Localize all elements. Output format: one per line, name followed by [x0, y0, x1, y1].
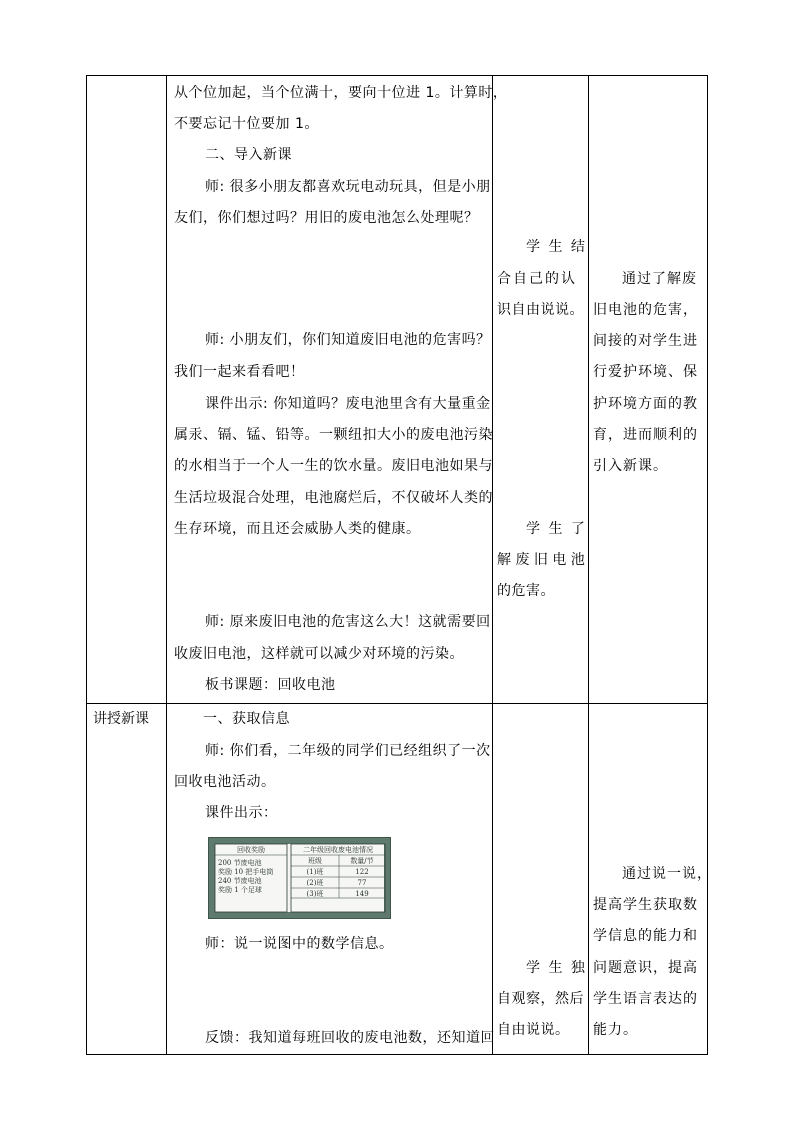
- student-activity-line: 合自己的认: [497, 271, 577, 287]
- content-line: 师: 原来废旧电池的危害这么大！这就需要回: [205, 614, 491, 630]
- content-line: 回收电池活动。: [174, 774, 276, 790]
- design-intent-line: 引入新课。: [593, 458, 668, 474]
- student-activity-line: 的危害。: [497, 583, 555, 599]
- board-count-cell: 122: [355, 868, 369, 876]
- column-divider: [492, 75, 493, 1055]
- board-table-title: 二年级回收废电池情况: [303, 846, 373, 854]
- board-class-cell: (2)班: [306, 879, 324, 887]
- design-intent-line: 学生语言表达的: [593, 991, 698, 1007]
- table-border-right: [707, 75, 708, 1055]
- design-intent-line: 提高学生获取数: [593, 897, 698, 913]
- content-line: 生存环境，而且还会威胁人类的健康。: [174, 521, 421, 537]
- design-intent-line: 护环境方面的教: [593, 396, 698, 412]
- content-line: 课件出示: 你知道吗？废电池里含有大量重金: [205, 396, 491, 412]
- board-count-cell: 149: [355, 890, 369, 898]
- design-intent-line: 学信息的能力和: [593, 928, 698, 944]
- content-line: 反馈：我知道每班回收的废电池数，还知道回: [205, 1030, 495, 1046]
- reward-row: 奖励 1 个足球: [218, 886, 262, 894]
- student-activity-line: 解 废 旧 电 池: [497, 552, 585, 568]
- design-intent-line: 通过说一说，: [622, 866, 712, 882]
- column-divider: [588, 75, 589, 1055]
- student-activity-line: 学 生 了: [526, 521, 587, 537]
- board-col-class: 班级: [308, 857, 322, 865]
- content-line: 课件出示：: [205, 805, 278, 821]
- board-svg: [209, 838, 392, 920]
- reward-header: 回收奖励: [237, 846, 265, 854]
- board-class-cell: (3)班: [306, 890, 324, 898]
- section-heading: 一、获取信息: [203, 711, 290, 727]
- design-intent-line: 间接的对学生进: [593, 333, 698, 349]
- content-line: 友们，你们想过吗？用旧的废电池怎么处理呢？: [174, 210, 479, 226]
- design-intent-line: 通过了解废: [622, 271, 697, 287]
- board-count-cell: 77: [357, 879, 367, 887]
- content-line: 师: 你们看，二年级的同学们已经组织了一次: [205, 743, 491, 759]
- content-line: 师: 很多小朋友都喜欢玩电动玩具，但是小朋: [205, 179, 491, 195]
- courseware-board-image: [208, 837, 391, 919]
- content-line: 不要忘记十位要加 1。: [174, 116, 319, 132]
- content-line: 收废旧电池，这样就可以减少对环境的污染。: [174, 646, 464, 662]
- content-line: 我们一起来看看吧！: [174, 364, 305, 380]
- board-col-count: 数量/节: [350, 857, 374, 865]
- lesson-plan-table: [86, 75, 712, 1055]
- student-activity-line: 学 生 独: [526, 960, 587, 976]
- table-border-bottom: [86, 1054, 708, 1055]
- section-heading: 二、导入新课: [205, 147, 292, 163]
- content-line: 属汞、镉、锰、铅等。一颗纽扣大小的废电池污染: [174, 427, 493, 443]
- reward-row: 奖励 10 把手电筒: [218, 868, 274, 876]
- content-line: 的水相当于一个人一生的饮水量。废旧电池如果与: [174, 458, 493, 474]
- content-line: 生活垃圾混合处理，电池腐烂后，不仅破坏人类的: [174, 490, 493, 506]
- design-intent-line: 育，进而顺利的: [593, 427, 698, 443]
- reward-row: 200 节废电池: [218, 859, 262, 867]
- student-activity-line: 自观察，然后: [497, 991, 584, 1007]
- board-class-cell: (1)班: [306, 868, 324, 876]
- student-activity-line: 识自由说说。: [497, 302, 584, 318]
- design-intent-line: 行爱护环境、保: [593, 364, 698, 380]
- student-activity-line: 学 生 结: [526, 239, 587, 255]
- stage-label: 讲授新课: [93, 711, 149, 727]
- content-line: 师：说一说图中的数学信息。: [205, 936, 394, 952]
- table-border-top: [86, 75, 708, 76]
- design-intent-line: 旧电池的危害，: [593, 302, 698, 318]
- row-divider: [86, 703, 708, 704]
- student-activity-line: 自由说说。: [497, 1022, 570, 1038]
- content-line: 从个位加起，当个位满十，要向十位进 1。计算时，: [174, 85, 508, 101]
- board-title-line: 板书课题：回收电池: [205, 677, 336, 693]
- column-divider: [166, 75, 167, 1055]
- design-intent-line: 问题意识，提高: [593, 960, 698, 976]
- table-border-left: [86, 75, 87, 1055]
- design-intent-line: 能力。: [593, 1022, 638, 1038]
- content-line: 师: 小朋友们，你们知道废旧电池的危害吗？: [205, 332, 491, 348]
- reward-row: 240 节废电池: [218, 877, 262, 885]
